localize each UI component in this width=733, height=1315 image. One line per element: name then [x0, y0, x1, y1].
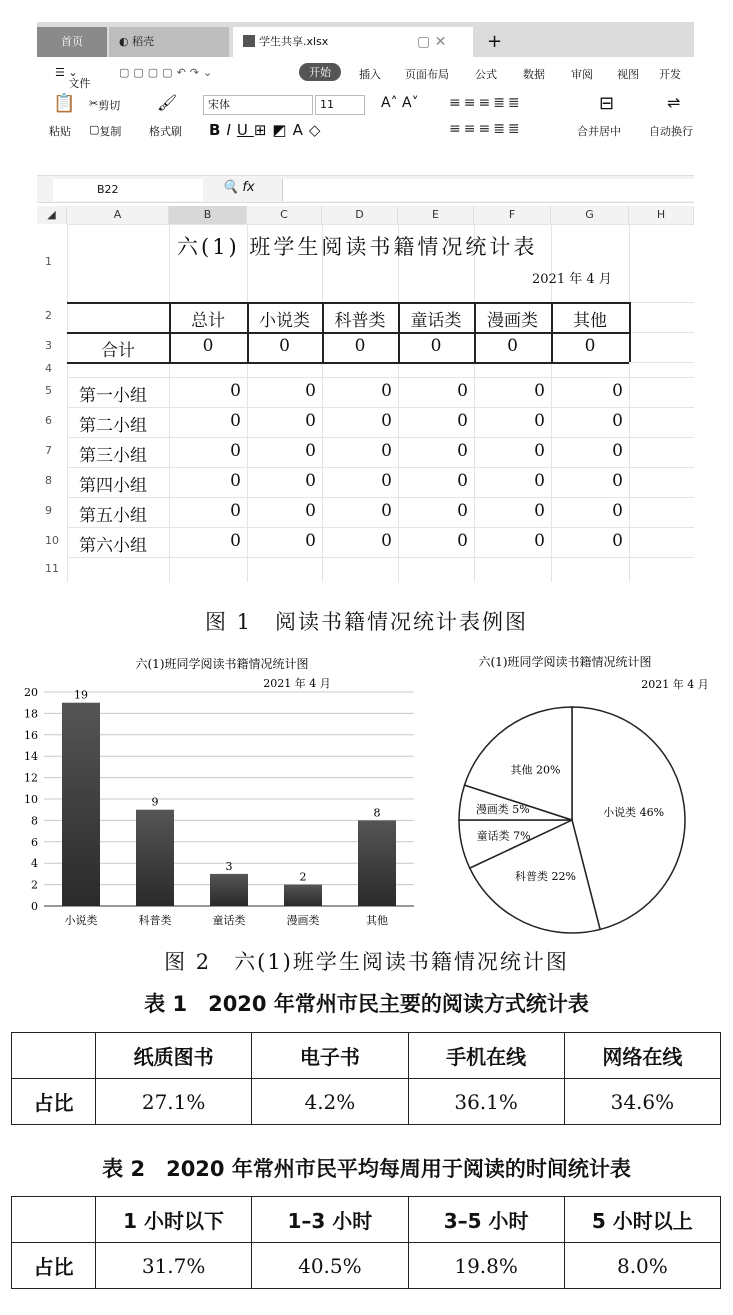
header-cell[interactable]: 漫画类 — [487, 311, 538, 331]
y-tick-label: 6 — [31, 835, 38, 849]
header-cell[interactable]: 其他 — [573, 311, 607, 331]
table-cell: 4.2% — [252, 1079, 408, 1125]
row-label: 占比 — [12, 1243, 96, 1289]
group-name-cell[interactable]: 第三小组 — [79, 446, 147, 466]
menu-formula[interactable]: 公式 — [475, 68, 497, 81]
value-cell[interactable]: 0 — [230, 411, 241, 431]
table-cell: 19.8% — [408, 1243, 564, 1289]
copy-button[interactable]: ▢ 复制 — [89, 123, 122, 138]
grid-line — [67, 377, 694, 378]
row-header-1[interactable]: 1 — [45, 255, 52, 268]
table-cell: 27.1% — [96, 1079, 252, 1125]
total-cell[interactable]: 0 — [354, 336, 366, 356]
wrap-text-button[interactable]: 自动换行 — [649, 125, 693, 138]
row-header-9[interactable]: 9 — [45, 504, 52, 517]
zoom-fx-icon[interactable]: 🔍 fx — [222, 180, 255, 195]
table-header: 5 小时以上 — [564, 1197, 720, 1243]
spreadsheet-screenshot — [37, 22, 694, 582]
table2-caption: 表 2 2020 年常州市民平均每周用于阅读的时间统计表 — [102, 1157, 631, 1181]
font-size-buttons[interactable]: A˄ A˅ — [381, 95, 419, 111]
value-cell[interactable]: 0 — [457, 501, 468, 521]
table-border — [67, 362, 629, 364]
font-style-buttons[interactable]: BIU⊞◩A◇ — [209, 121, 327, 139]
value-cell[interactable]: 0 — [457, 441, 468, 461]
table-border — [629, 302, 631, 362]
value-cell[interactable]: 0 — [230, 471, 241, 491]
tab-close-icon[interactable]: ▢ ✕ — [417, 34, 447, 50]
font-size-select[interactable]: 11 — [315, 95, 365, 115]
chart-title: 六(1)班同学阅读书籍情况统计图 — [478, 655, 652, 669]
chart-subtitle: 2021 年 4 月 — [263, 677, 331, 690]
y-tick-label: 10 — [24, 793, 38, 806]
merge-center-icon[interactable]: ⊟ — [599, 93, 615, 114]
grid-line — [67, 407, 694, 408]
paste-button[interactable]: 粘贴 — [49, 125, 71, 138]
table-header: 手机在线 — [408, 1033, 564, 1079]
column-header-c[interactable]: C — [247, 206, 322, 224]
value-cell[interactable]: 0 — [381, 381, 392, 401]
value-cell[interactable]: 0 — [534, 441, 545, 461]
value-cell[interactable]: 0 — [381, 531, 392, 551]
pie-slice-label: 小说类 46% — [603, 806, 665, 820]
table-row — [12, 1079, 721, 1125]
y-tick-label: 0 — [31, 900, 38, 913]
row-header-5[interactable]: 5 — [45, 384, 52, 397]
paste-icon[interactable]: 📋 — [53, 93, 76, 114]
format-painter-button[interactable]: 格式刷 — [149, 125, 182, 138]
value-cell[interactable]: 0 — [381, 501, 392, 521]
value-cell[interactable]: 0 — [612, 471, 623, 491]
value-cell[interactable]: 0 — [534, 471, 545, 491]
bar-value-label: 8 — [373, 806, 381, 820]
cut-button[interactable]: ✂ 剪切 — [89, 97, 121, 112]
row-header-4[interactable]: 4 — [45, 361, 52, 375]
chart-title: 六(1)班同学阅读书籍情况统计图 — [135, 657, 309, 671]
pie-slice-label: 漫画类 5% — [475, 803, 530, 817]
table-cell — [12, 1033, 96, 1079]
table-cell — [12, 1197, 96, 1243]
bar — [62, 703, 100, 906]
grid-line — [169, 224, 170, 582]
bar — [210, 874, 248, 906]
quick-access-icons[interactable]: ▢▢▢▢↶↷⌄ — [119, 66, 217, 79]
pie-slice-label: 其他 20% — [510, 763, 561, 777]
bar-chart — [22, 650, 422, 935]
row-header-2[interactable]: 2 — [45, 309, 52, 322]
y-tick-label: 4 — [31, 857, 38, 871]
ribbon — [37, 89, 694, 169]
value-cell[interactable]: 0 — [457, 411, 468, 431]
value-cell[interactable]: 0 — [457, 531, 468, 551]
table-border — [67, 302, 629, 304]
menu-start[interactable]: 开始 — [299, 63, 341, 81]
grid-line — [629, 224, 630, 582]
tab-file-label: 学生共享.xlsx — [259, 35, 329, 48]
value-cell[interactable]: 0 — [305, 381, 316, 401]
figure2-caption: 图 2 六(1)班学生阅读书籍情况统计图 — [164, 950, 569, 974]
table1-caption: 表 1 2020 年常州市民主要的阅读方式统计表 — [144, 992, 589, 1016]
menu-bar — [37, 57, 694, 89]
total-label-cell[interactable]: 合计 — [101, 341, 135, 361]
value-cell[interactable]: 0 — [612, 381, 623, 401]
pie-slice-label: 童话类 7% — [476, 829, 531, 843]
value-cell[interactable]: 0 — [305, 501, 316, 521]
merge-center-button[interactable]: 合并居中 — [577, 125, 621, 138]
grid-line — [322, 224, 323, 582]
value-cell[interactable]: 0 — [534, 531, 545, 551]
bar-value-label: 3 — [225, 859, 233, 873]
menu-view[interactable]: 视图 — [617, 68, 639, 81]
total-cell[interactable]: 0 — [279, 336, 290, 356]
x-tick-label: 小说类 — [64, 914, 98, 927]
table-header: 1–3 小时 — [252, 1197, 408, 1243]
menu-developer[interactable]: 开发 — [659, 68, 681, 81]
table-row — [12, 1197, 721, 1243]
value-cell[interactable]: 0 — [612, 531, 623, 551]
grid-line — [67, 557, 694, 558]
bar-value-label: 9 — [151, 795, 159, 809]
x-tick-label: 其他 — [366, 914, 388, 927]
row-header-7[interactable]: 7 — [45, 444, 52, 457]
format-painter-icon[interactable]: 🖌 — [157, 93, 178, 112]
value-cell[interactable]: 0 — [612, 411, 623, 431]
bar — [358, 820, 396, 906]
table-header: 电子书 — [252, 1033, 408, 1079]
header-cell[interactable]: 总计 — [191, 311, 225, 331]
new-tab-icon[interactable]: + — [487, 31, 503, 52]
table-border — [67, 332, 629, 334]
row-label: 占比 — [12, 1079, 96, 1125]
table-header: 3–5 小时 — [408, 1197, 564, 1243]
row-header-3[interactable]: 3 — [45, 339, 52, 352]
sheet-date[interactable]: 2021 年 4 月 — [532, 272, 612, 287]
value-cell[interactable]: 0 — [534, 381, 545, 401]
name-box[interactable]: B22 — [53, 179, 203, 201]
y-tick-label: 16 — [24, 728, 38, 742]
table-row — [12, 1033, 721, 1079]
value-cell[interactable]: 0 — [381, 441, 392, 461]
table-cell: 36.1% — [408, 1079, 564, 1125]
table-header: 网络在线 — [564, 1033, 720, 1079]
table-cell: 40.5% — [252, 1243, 408, 1289]
column-header-a[interactable]: A — [67, 206, 169, 224]
y-tick-label: 20 — [24, 686, 38, 699]
value-cell[interactable]: 0 — [305, 441, 316, 461]
grid-line — [247, 224, 248, 582]
value-cell[interactable]: 0 — [381, 411, 392, 431]
grid-line — [67, 224, 68, 582]
group-name-cell[interactable]: 第六小组 — [79, 536, 147, 556]
menu-data[interactable]: 数据 — [523, 68, 545, 81]
spreadsheet-file-icon — [243, 35, 255, 47]
total-cell[interactable]: 0 — [584, 336, 596, 356]
tab-docer-label: 稻壳 — [132, 35, 155, 48]
wrap-text-icon[interactable]: ⇌ — [667, 93, 681, 112]
tab-home[interactable]: 首页 — [37, 27, 107, 57]
row-header-10[interactable]: 10 — [45, 534, 59, 547]
value-cell[interactable]: 0 — [457, 471, 468, 491]
pie-chart — [440, 650, 720, 935]
menu-page-layout[interactable]: 页面布局 — [405, 68, 449, 81]
docer-icon: ◐ — [119, 35, 133, 48]
value-cell[interactable]: 0 — [230, 531, 241, 551]
row-header-11[interactable]: 11 — [45, 561, 59, 575]
header-cell[interactable]: 小说类 — [259, 311, 310, 331]
column-header-f[interactable]: F — [474, 206, 551, 224]
grid-line — [67, 497, 694, 498]
grid-line — [67, 224, 694, 225]
y-tick-label: 12 — [24, 771, 38, 785]
grid-line — [398, 224, 399, 582]
bar — [284, 885, 322, 906]
table-header: 纸质图书 — [96, 1033, 252, 1079]
grid-line — [67, 437, 694, 438]
value-cell[interactable]: 0 — [612, 501, 623, 521]
column-header-b[interactable]: B — [169, 206, 247, 224]
table1 — [11, 1032, 721, 1125]
bar-value-label: 2 — [299, 870, 307, 884]
y-tick-label: 2 — [31, 878, 38, 892]
x-tick-label: 童话类 — [212, 914, 246, 927]
value-cell[interactable]: 0 — [305, 471, 316, 491]
total-cell[interactable]: 0 — [507, 336, 518, 356]
column-header-e[interactable]: E — [398, 206, 474, 224]
figure1-caption: 图 1 阅读书籍情况统计表例图 — [204, 610, 529, 634]
sheet-title[interactable]: 六(1) 班学生阅读书籍情况统计表 — [177, 235, 538, 259]
tab-docer[interactable] — [109, 27, 229, 57]
value-cell[interactable]: 0 — [457, 381, 468, 401]
menu-insert[interactable]: 插入 — [359, 68, 381, 81]
value-cell[interactable]: 0 — [230, 501, 241, 521]
value-cell[interactable]: 0 — [381, 471, 392, 491]
group-name-cell[interactable]: 第一小组 — [79, 386, 147, 406]
font-name-select[interactable]: 宋体 — [203, 95, 313, 115]
group-name-cell[interactable]: 第二小组 — [79, 416, 147, 436]
column-header-h[interactable]: H — [629, 206, 694, 224]
x-tick-label: 漫画类 — [286, 914, 320, 927]
table-cell: 8.0% — [564, 1243, 720, 1289]
table-cell: 34.6% — [564, 1079, 720, 1125]
value-cell[interactable]: 0 — [230, 381, 241, 401]
grid-line — [67, 467, 694, 468]
value-cell[interactable]: 0 — [230, 441, 241, 461]
tab-bar — [37, 22, 694, 57]
grid-line — [67, 527, 694, 528]
column-header-g[interactable]: G — [551, 206, 629, 224]
y-tick-label: 18 — [24, 707, 38, 721]
value-cell[interactable]: 0 — [534, 411, 545, 431]
menu-file[interactable]: ☰ 文件 ⌄ — [55, 66, 91, 90]
formula-input[interactable] — [282, 179, 694, 201]
pie-slice-label: 科普类 22% — [515, 870, 577, 884]
value-cell[interactable]: 0 — [612, 441, 623, 461]
chart-subtitle: 2021 年 4 月 — [641, 678, 709, 691]
table-header: 1 小时以下 — [96, 1197, 252, 1243]
value-cell[interactable]: 0 — [534, 501, 545, 521]
row-header-8[interactable]: 8 — [45, 474, 52, 487]
table-cell: 31.7% — [96, 1243, 252, 1289]
table-row — [12, 1243, 721, 1289]
total-cell[interactable]: 0 — [202, 336, 214, 356]
header-cell[interactable]: 童话类 — [410, 311, 462, 331]
table2 — [11, 1196, 721, 1289]
formula-bar — [37, 175, 694, 203]
total-cell[interactable]: 0 — [430, 336, 442, 356]
y-tick-label: 8 — [31, 814, 38, 828]
group-name-cell[interactable]: 第四小组 — [79, 476, 147, 496]
y-tick-label: 14 — [24, 750, 38, 764]
x-tick-label: 科普类 — [138, 914, 172, 927]
row-header-6[interactable]: 6 — [45, 414, 52, 427]
align-buttons-2[interactable]: ≡≡≡≣≣ — [449, 121, 523, 137]
bar — [136, 810, 174, 906]
value-cell[interactable]: 0 — [305, 411, 316, 431]
grid-line — [474, 224, 475, 582]
select-all-corner[interactable]: ◢ — [37, 206, 67, 224]
align-buttons[interactable]: ≡≡≡≣≣ — [449, 95, 523, 111]
group-name-cell[interactable]: 第五小组 — [79, 506, 147, 526]
bar-value-label: 19 — [74, 688, 88, 702]
header-cell[interactable]: 科普类 — [334, 311, 386, 331]
menu-review[interactable]: 审阅 — [571, 68, 593, 81]
column-header-d[interactable]: D — [322, 206, 398, 224]
value-cell[interactable]: 0 — [305, 531, 316, 551]
